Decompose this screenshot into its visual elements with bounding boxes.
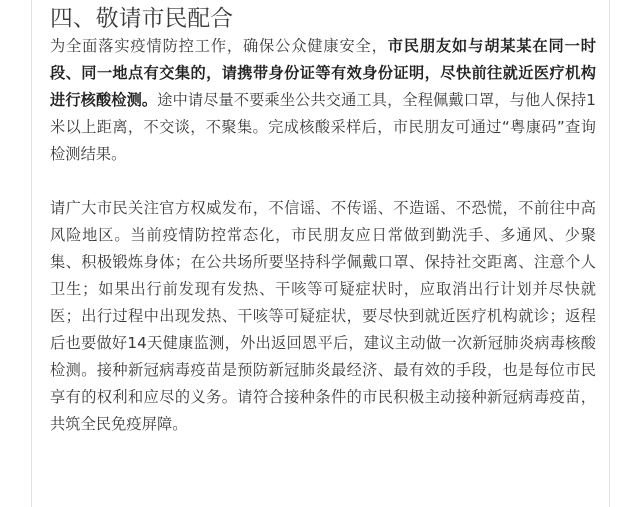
notice-emphasis-text: 市民朋友如与胡某某在同一时段、同一地点有交集的，请携带身份证等有效身份证明，尽快前往就近医疗机构进行核酸检测。 (50, 37, 596, 109)
notice-rest-text: 途中请尽量不要乘坐公共交通工具，全程佩戴口罩，与他人保持1米以上距离，不交谈，不聚集。完成核酸采样后，市民朋友可通过“粤康码”查询检测结果。 (50, 91, 596, 163)
section-heading: 四、敬请市民配合 (50, 6, 234, 32)
notice-paragraph (50, 33, 596, 168)
article-body (50, 6, 596, 438)
notice-intro-text: 为全面落实疫情防控工作，确保公众健康安全， (50, 37, 388, 55)
advice-paragraph: 请广大市民关注官方权威发布，不信谣、不传谣、不造谣、不恐慌，不前往中高风险地区。当前疫情防控常态化，市民朋友应日常做到勤洗手、多通风、少聚集、积极锻炼身体；在公共场所要坚持科学佩戴口罩、保持社交距离、注意个人卫生；如果出行前发现有发热、干咳等可疑症状时，应取消出行计划并尽快就医；出行过程中出现发热、干咳等可疑症状，要尽快到就近医疗机构就诊；返程后也要做好14天健康监测，外出返回恩平后，建议主动做一次新冠肺炎病毒核酸检测。接种新冠病毒疫苗是预防新冠肺炎最经济、最有效的手段，也是每位市民享有的权利和应尽的义务。请符合接种条件的市民积极主动接种新冠病毒疫苗，共筑全民免疫屏障。 (50, 199, 596, 433)
